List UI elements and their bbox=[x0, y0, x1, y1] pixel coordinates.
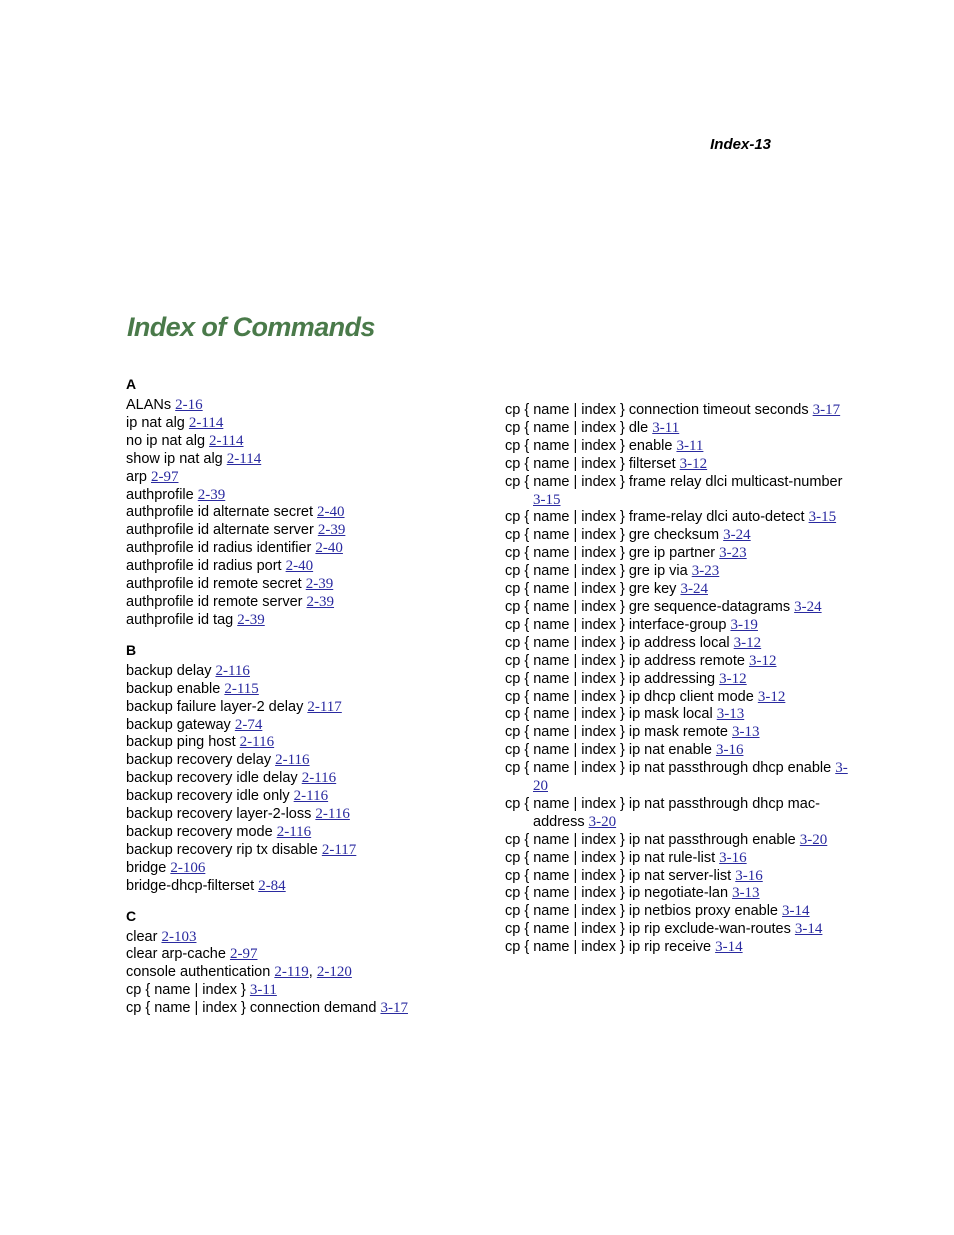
page-reference-link[interactable]: 3-24 bbox=[723, 527, 751, 544]
command-text: cp { name | index } gre checksum bbox=[505, 527, 720, 544]
command-text: cp { name | index } enable bbox=[505, 437, 673, 454]
page-reference-link[interactable]: 3-12 bbox=[733, 634, 762, 651]
command-text: arp bbox=[126, 468, 147, 485]
index-entry bbox=[126, 770, 486, 788]
index-entry bbox=[505, 563, 855, 581]
index-entry bbox=[126, 487, 486, 505]
page-reference-link[interactable]: 2-117 bbox=[307, 698, 342, 715]
command-text: cp { name | index } dle bbox=[505, 419, 649, 436]
page-reference-link[interactable]: 3-11 bbox=[652, 419, 680, 436]
command-text: cp { name | index } frame-relay dlci auto-detect bbox=[505, 509, 805, 526]
index-entry bbox=[126, 752, 486, 770]
index-entry bbox=[126, 681, 486, 699]
page-reference-link[interactable]: 3-20 bbox=[533, 760, 848, 795]
index-entry bbox=[126, 594, 486, 612]
command-text: cp { name | index } ip nat passthrough dhcp mac-address bbox=[505, 795, 820, 830]
index-entry bbox=[126, 982, 486, 1000]
command-text: ALANs bbox=[126, 397, 172, 413]
index-entry bbox=[126, 824, 486, 842]
command-text: backup failure layer-2 delay bbox=[126, 698, 304, 715]
index-entry bbox=[505, 724, 855, 742]
index-entry bbox=[126, 788, 486, 806]
page-reference-link[interactable]: 2-103 bbox=[161, 928, 197, 945]
page-reference-link[interactable]: 2-16 bbox=[175, 397, 203, 413]
index-entry bbox=[126, 504, 486, 522]
command-text: authprofile id tag bbox=[126, 611, 234, 628]
page-reference-link[interactable]: 3-24 bbox=[794, 598, 822, 615]
command-text: cp { name | index } ip addressing bbox=[505, 670, 716, 687]
command-text: cp { name | index } ip nat passthrough dhcp enable bbox=[505, 760, 832, 777]
page-reference-link[interactable]: 3-16 bbox=[735, 867, 763, 884]
page-reference-link[interactable]: 2-97 bbox=[229, 946, 258, 963]
page-number: Index-13 bbox=[710, 136, 771, 153]
page-reference-link[interactable]: 3-13 bbox=[732, 724, 760, 741]
page-reference-link[interactable]: 2-74 bbox=[234, 716, 263, 733]
index-entry bbox=[126, 451, 486, 469]
index-entry bbox=[505, 832, 855, 850]
command-text: cp { name | index } gre key bbox=[505, 581, 677, 598]
page-reference-link[interactable]: 3-19 bbox=[730, 616, 758, 633]
page-reference-link[interactable]: 2-114 bbox=[226, 450, 262, 467]
page-reference-link[interactable]: 3-14 bbox=[794, 921, 823, 938]
page-reference-link[interactable]: 2-39 bbox=[237, 611, 265, 628]
page-reference-link[interactable]: 3-15 bbox=[808, 509, 837, 526]
command-text: authprofile id alternate server bbox=[126, 522, 314, 539]
index-entry bbox=[505, 474, 855, 510]
command-text: authprofile id radius identifier bbox=[126, 540, 312, 557]
page-reference-link[interactable]: 3-20 bbox=[799, 831, 828, 848]
index-entry bbox=[505, 706, 855, 724]
command-text: cp { name | index } filterset bbox=[505, 455, 676, 472]
page-reference-link[interactable]: 2-115 bbox=[224, 680, 259, 697]
command-text: cp { name | index } ip rip exclude-wan-routes bbox=[505, 921, 791, 938]
command-text: authprofile id alternate secret bbox=[126, 504, 313, 521]
page-reference-link[interactable]: 2-40 bbox=[317, 504, 345, 521]
command-text: cp { name | index } ip netbios proxy enable bbox=[505, 903, 779, 920]
page-reference-link[interactable]: 2-120 bbox=[316, 964, 352, 981]
command-text: ip nat alg bbox=[126, 414, 185, 431]
page-reference-link[interactable]: 3-11 bbox=[676, 437, 704, 454]
command-text: backup recovery layer-2-loss bbox=[126, 806, 312, 823]
command-text: backup recovery idle delay bbox=[126, 770, 298, 787]
page-reference-link[interactable]: 2-39 bbox=[197, 486, 226, 503]
page-reference-link[interactable]: 2-116 bbox=[301, 770, 337, 787]
page-reference-link[interactable]: 3-12 bbox=[748, 652, 777, 669]
section-letter: A bbox=[126, 376, 137, 392]
index-entry bbox=[505, 545, 855, 563]
index-entry bbox=[505, 438, 855, 456]
command-text: no ip nat alg bbox=[126, 432, 206, 449]
command-text: authprofile id radius port bbox=[126, 558, 282, 575]
page-reference-link[interactable]: 3-13 bbox=[716, 706, 745, 723]
page-reference-link[interactable]: 2-116 bbox=[293, 788, 329, 805]
command-text: cp { name | index } ip nat enable bbox=[505, 742, 712, 759]
page-reference-link[interactable]: 2-39 bbox=[306, 593, 335, 610]
page-reference-link[interactable]: 3-23 bbox=[691, 563, 720, 580]
page-reference-link[interactable]: 2-116 bbox=[275, 752, 310, 769]
section-letter: B bbox=[126, 641, 137, 658]
page-reference-link[interactable]: 2-117 bbox=[321, 841, 357, 858]
index-entry bbox=[505, 903, 855, 921]
command-text: cp { name | index } ip negotiate-lan bbox=[505, 885, 729, 902]
page-reference-link[interactable]: 3-17 bbox=[812, 402, 841, 418]
index-entry bbox=[126, 469, 486, 487]
index-entry bbox=[505, 456, 855, 474]
index-entry bbox=[126, 946, 486, 964]
command-text: backup recovery delay bbox=[126, 752, 272, 769]
command-text: cp { name | index } gre sequence-datagrams bbox=[505, 598, 791, 615]
command-text: backup enable bbox=[126, 680, 221, 697]
page-reference-link[interactable]: 2-40 bbox=[285, 558, 314, 575]
index-entry bbox=[505, 885, 855, 903]
page-reference-link[interactable]: 3-16 bbox=[715, 742, 744, 759]
page-reference-link[interactable]: 3-16 bbox=[719, 849, 747, 866]
command-text: backup recovery idle only bbox=[126, 788, 290, 805]
index-entry bbox=[505, 671, 855, 689]
index-entry bbox=[126, 699, 486, 717]
page-reference-link[interactable]: 3-24 bbox=[680, 581, 708, 598]
command-text: cp { name | index } ip nat passthrough enable bbox=[505, 831, 796, 848]
page-reference-link[interactable]: 2-116 bbox=[215, 662, 250, 679]
command-text: cp { name | index } bbox=[126, 982, 246, 999]
command-text: authprofile id remote server bbox=[126, 593, 303, 610]
section-letter: C bbox=[126, 907, 137, 924]
page-reference-link[interactable]: 2-116 bbox=[239, 734, 275, 751]
command-text: cp { name | index } ip dhcp client mode bbox=[505, 688, 754, 705]
page-reference-link[interactable]: 3-23 bbox=[719, 545, 747, 562]
page-reference-link[interactable]: 2-40 bbox=[315, 540, 343, 557]
command-text: cp { name | index } gre ip via bbox=[505, 563, 688, 580]
page-reference-link[interactable]: 3-15 bbox=[533, 491, 561, 508]
index-entry bbox=[126, 929, 486, 947]
command-text: cp { name | index } gre ip partner bbox=[505, 545, 716, 562]
index-column-left bbox=[126, 375, 486, 1018]
page-reference-link[interactable]: 3-12 bbox=[679, 455, 708, 472]
page-reference-link[interactable]: 3-14 bbox=[715, 939, 743, 956]
index-entry bbox=[126, 522, 486, 540]
index-entry bbox=[126, 558, 486, 576]
index-entry bbox=[126, 878, 486, 896]
command-text: cp { name | index } ip address local bbox=[505, 634, 730, 651]
index-entry bbox=[505, 420, 855, 438]
index-entry bbox=[126, 842, 486, 860]
index-entry bbox=[505, 402, 855, 420]
index-entry: console authentication 2-119, 2-120 bbox=[126, 964, 352, 981]
index-entry bbox=[505, 653, 855, 671]
page-reference-link[interactable]: 3-14 bbox=[782, 903, 810, 920]
index-entry bbox=[126, 540, 486, 558]
command-text: cp { name | index } ip address remote bbox=[505, 652, 745, 669]
page-reference-link[interactable]: 2-106 bbox=[170, 859, 206, 876]
index-entry bbox=[505, 939, 855, 957]
command-text: backup recovery mode bbox=[126, 823, 273, 840]
index-entry bbox=[126, 576, 486, 594]
command-text: cp { name | index } ip nat server-list bbox=[505, 867, 732, 884]
page-reference-link[interactable]: 2-116 bbox=[315, 806, 350, 823]
command-text: cp { name | index } connection timeout seconds bbox=[505, 402, 809, 418]
index-entry bbox=[505, 921, 855, 939]
index-entry bbox=[126, 415, 486, 433]
index-entry bbox=[505, 689, 855, 707]
index-entry bbox=[505, 527, 855, 545]
page-reference-link[interactable]: 3-13 bbox=[732, 885, 760, 902]
command-text: show ip nat alg bbox=[126, 450, 223, 467]
page-reference-link[interactable]: 3-12 bbox=[719, 670, 747, 687]
page-reference-link[interactable]: 2-97 bbox=[151, 468, 179, 485]
command-text: authprofile bbox=[126, 486, 194, 503]
command-text: console authentication bbox=[126, 964, 271, 981]
index-entry bbox=[505, 617, 855, 635]
command-text: backup delay bbox=[126, 662, 212, 679]
page-reference-link[interactable]: 2-84 bbox=[258, 877, 286, 894]
command-text: bridge bbox=[126, 859, 167, 876]
page-reference-link[interactable]: 2-116 bbox=[276, 823, 312, 840]
command-text: authprofile id remote secret bbox=[126, 576, 302, 593]
index-entry bbox=[505, 760, 855, 796]
page-reference-link[interactable]: 3-12 bbox=[757, 688, 786, 705]
command-text: cp { name | index } interface-group bbox=[505, 616, 727, 633]
command-text: clear bbox=[126, 928, 158, 945]
page-reference-link[interactable]: 3-17 bbox=[380, 1000, 408, 1017]
command-text: cp { name | index } frame relay dlci multicast-number bbox=[505, 473, 843, 490]
page-reference-link[interactable]: 3-20 bbox=[588, 813, 617, 830]
command-text: cp { name | index } ip nat rule-list bbox=[505, 849, 716, 866]
index-entry bbox=[126, 734, 486, 752]
page-reference-link[interactable]: 2-114 bbox=[209, 432, 244, 449]
command-text: backup ping host bbox=[126, 734, 236, 751]
index-column-right bbox=[505, 402, 855, 957]
command-text: cp { name | index } ip rip receive bbox=[505, 939, 712, 956]
index-entry bbox=[505, 796, 855, 832]
page-title: Index of Commands bbox=[127, 312, 375, 342]
index-entry bbox=[126, 397, 486, 415]
index-entry bbox=[505, 509, 855, 527]
index-entry bbox=[126, 612, 486, 630]
command-text: bridge-dhcp-filterset bbox=[126, 877, 255, 894]
command-text: backup gateway bbox=[126, 716, 231, 733]
index-entry bbox=[505, 868, 855, 886]
command-text: cp { name | index } ip mask remote bbox=[505, 724, 728, 741]
page-reference-link[interactable]: 3-11 bbox=[249, 982, 277, 999]
command-text: cp { name | index } ip mask local bbox=[505, 706, 713, 723]
index-entry bbox=[126, 663, 486, 681]
index-entry bbox=[505, 742, 855, 760]
index-entry bbox=[505, 850, 855, 868]
page-reference-link[interactable]: 2-39 bbox=[305, 576, 334, 593]
page-reference-link[interactable]: 2-39 bbox=[317, 522, 346, 539]
command-text: cp { name | index } connection demand bbox=[126, 1000, 377, 1017]
command-text: clear arp-cache bbox=[126, 946, 226, 963]
page-reference-link[interactable]: 2-114 bbox=[188, 414, 224, 431]
index-entry bbox=[126, 717, 486, 735]
page-reference-link[interactable]: 2-119 bbox=[274, 964, 309, 981]
index-entry bbox=[126, 433, 486, 451]
index-entry bbox=[126, 860, 486, 878]
index-entry bbox=[505, 635, 855, 653]
index-entry bbox=[126, 806, 486, 824]
index-entry bbox=[505, 581, 855, 599]
command-text: backup recovery rip tx disable bbox=[126, 841, 318, 858]
index-entry bbox=[505, 599, 855, 617]
index-entry bbox=[126, 1000, 486, 1018]
